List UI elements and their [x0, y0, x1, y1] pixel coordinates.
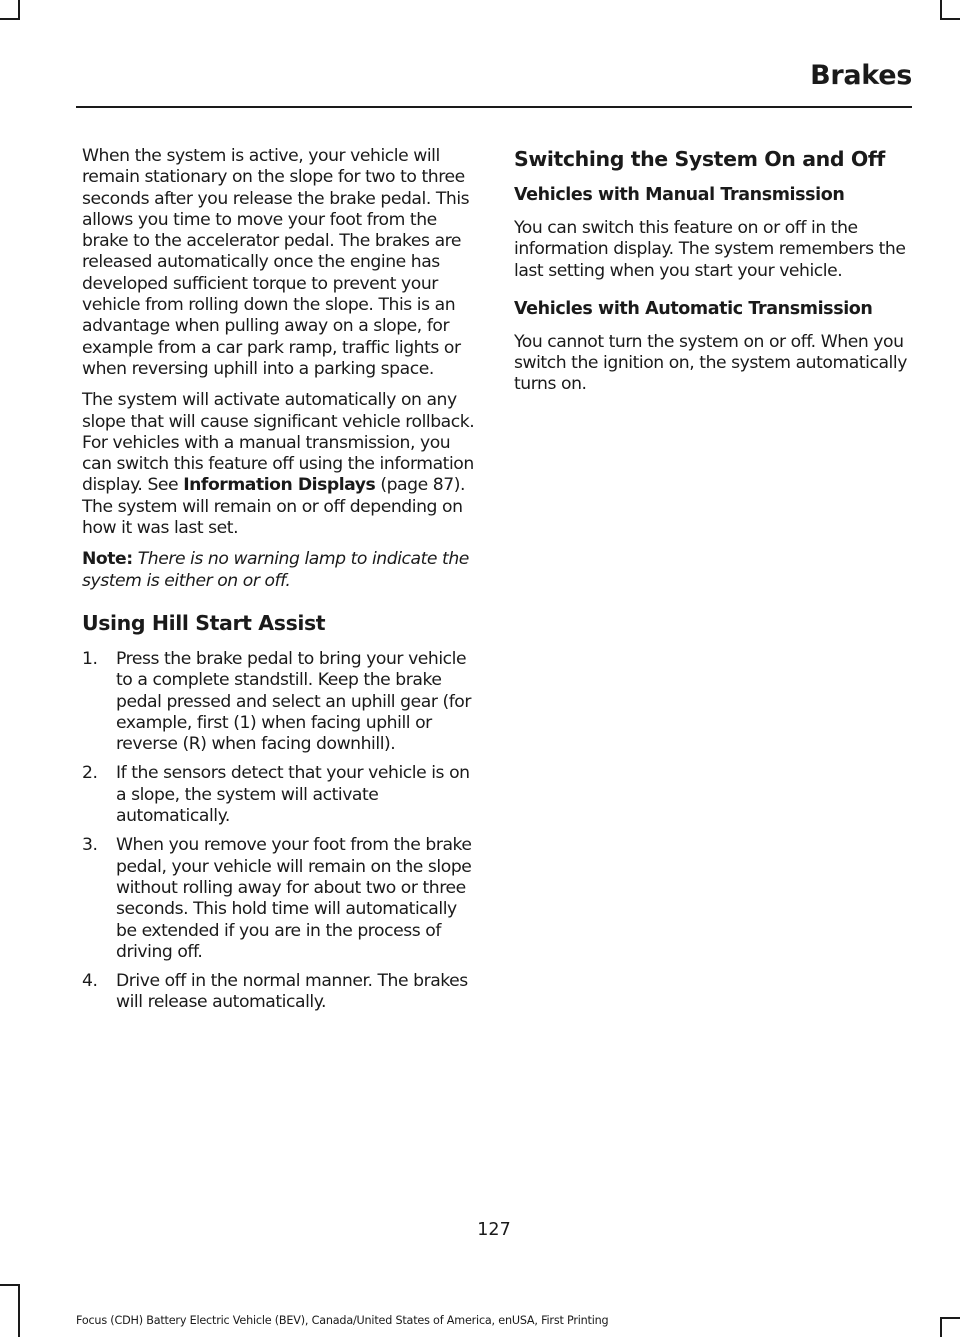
paragraph-manual: You can switch this feature on or off in the information display. The system remembers the last setting when you start your vehicle.	[514, 218, 906, 281]
paragraph-automatic: You cannot turn the system on or off. When you switch the ignition on, the system automatically turns on.	[514, 331, 907, 395]
note-label: Note:	[82, 549, 133, 570]
footer-text: Focus (CDH) Battery Electric Vehicle (BEV), Canada/United States of America, enUSA, First Printing	[76, 1314, 609, 1327]
note	[82, 549, 477, 592]
heading-using-hill-start-assist: Using Hill Start Assist	[82, 610, 326, 635]
heading-switching-system: Switching the System On and Off	[514, 147, 885, 171]
list-item: 3. When you remove your foot from the brake pedal, your vehicle will remain on the slope without rolling away for about two or three seconds. This hold time will automatically be extended if you are in the process of driving off.	[82, 835, 472, 962]
subheading-manual-transmission: Vehicles with Manual Transmission	[514, 185, 845, 205]
list-item: 1. Press the brake pedal to bring your vehicle to a complete standstill. Keep the brake pedal pressed and select an uphill gear (for example, first (1) when facing uphill or reverse (R) when facing downhill).	[82, 648, 471, 755]
right-column	[514, 146, 910, 406]
paragraph-system-active: When the system is active, your vehicle will remain stationary on the slope for two to three seconds after you release the brake pedal. This allows you time to move your foot from the brake to the accelerator pedal. The brakes are released automatically once the engine has developed sufficient torque to prevent your vehicle from rolling down the slope. This is an advantage when pulling away on a slope, for example from a car park ramp, traffic lights or when reversing uphill into a parking space.	[82, 146, 470, 379]
note-text: There is no warning lamp to indicate the system is either on or off.	[82, 549, 469, 591]
crop-mark-bottom-left-h	[0, 1284, 20, 1286]
crop-mark-top-left-h	[0, 18, 20, 20]
page-number: 127	[477, 1220, 511, 1240]
page-reference: (page 87).	[375, 475, 465, 496]
crop-mark-top-left	[18, 0, 20, 20]
subheading-automatic-transmission: Vehicles with Automatic Transmission	[514, 298, 873, 319]
list-item: 2. If the sensors detect that your vehicle is on a slope, the system will activate automatically.	[82, 763, 470, 827]
crop-mark-bottom-right	[940, 1317, 942, 1337]
crop-mark-top-right	[940, 0, 942, 20]
paragraph-activation: The system will activate automatically on any slope that will cause significant vehicle rollback. For vehicles with a manual transmission, you can switch this feature off using the information display. See Information Displays (page 87). The system will remain on or off depending on how it was last set.	[82, 390, 475, 539]
crop-mark-bottom-right-h	[940, 1317, 960, 1319]
left-column	[82, 146, 477, 1022]
crop-mark-top-right-h	[940, 18, 960, 20]
page-title: Brakes	[810, 60, 912, 91]
header-divider	[76, 106, 912, 108]
crop-mark-bottom-left	[18, 1284, 20, 1337]
link-information-displays[interactable]: Information Displays	[183, 475, 376, 496]
steps-list	[82, 649, 477, 1014]
list-item: 4. Drive off in the normal manner. The brakes will release automatically.	[82, 971, 468, 1013]
